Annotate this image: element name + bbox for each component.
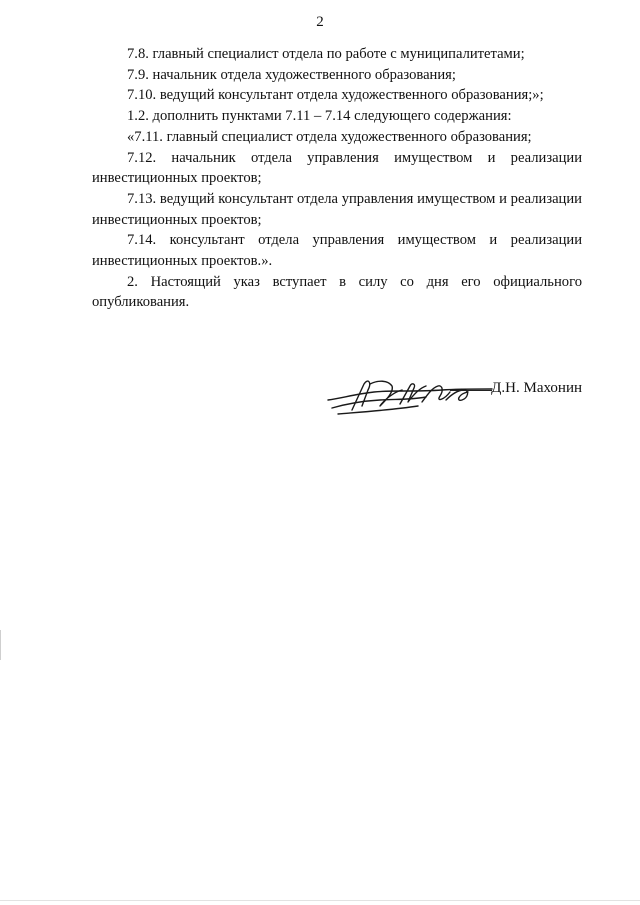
paragraph-item-2: 2. Настоящий указ вступает в силу со дня его официального опубликования.	[92, 273, 582, 311]
page-number: 2	[316, 14, 324, 30]
handwritten-signature	[322, 370, 494, 420]
paragraph-item-7-14: 7.14. консультант отдела управления имуществом и реализации инвестиционных проектов.».	[92, 232, 582, 270]
paragraph-item-7-9: 7.9. начальник отдела художественного образования;	[127, 66, 456, 83]
paragraph-item-7-11: «7.11. главный специалист отдела художественного образования;	[127, 128, 532, 145]
paragraph-item-7-13: 7.13. ведущий консультант отдела управления имуществом и реализации инвестиционных проектов;	[92, 190, 582, 228]
signer-name: Д.Н. Махонин	[491, 380, 582, 396]
scan-edge-mark	[0, 900, 640, 901]
paragraph-item-7-10: 7.10. ведущий консультант отдела художественного образования;»;	[127, 87, 544, 104]
paragraph-item-7-12: 7.12. начальник отдела управления имуществом и реализации инвестиционных проектов;	[92, 149, 582, 187]
paragraph-item-1-2: 1.2. дополнить пунктами 7.11 – 7.14 следующего содержания:	[127, 108, 512, 125]
paragraph-item-7-8: 7.8. главный специалист отдела по работе с муниципалитетами;	[127, 46, 525, 62]
signature-block	[300, 366, 582, 436]
scan-edge-mark	[0, 630, 1, 660]
document-body	[92, 44, 582, 313]
signature-line	[450, 390, 492, 391]
